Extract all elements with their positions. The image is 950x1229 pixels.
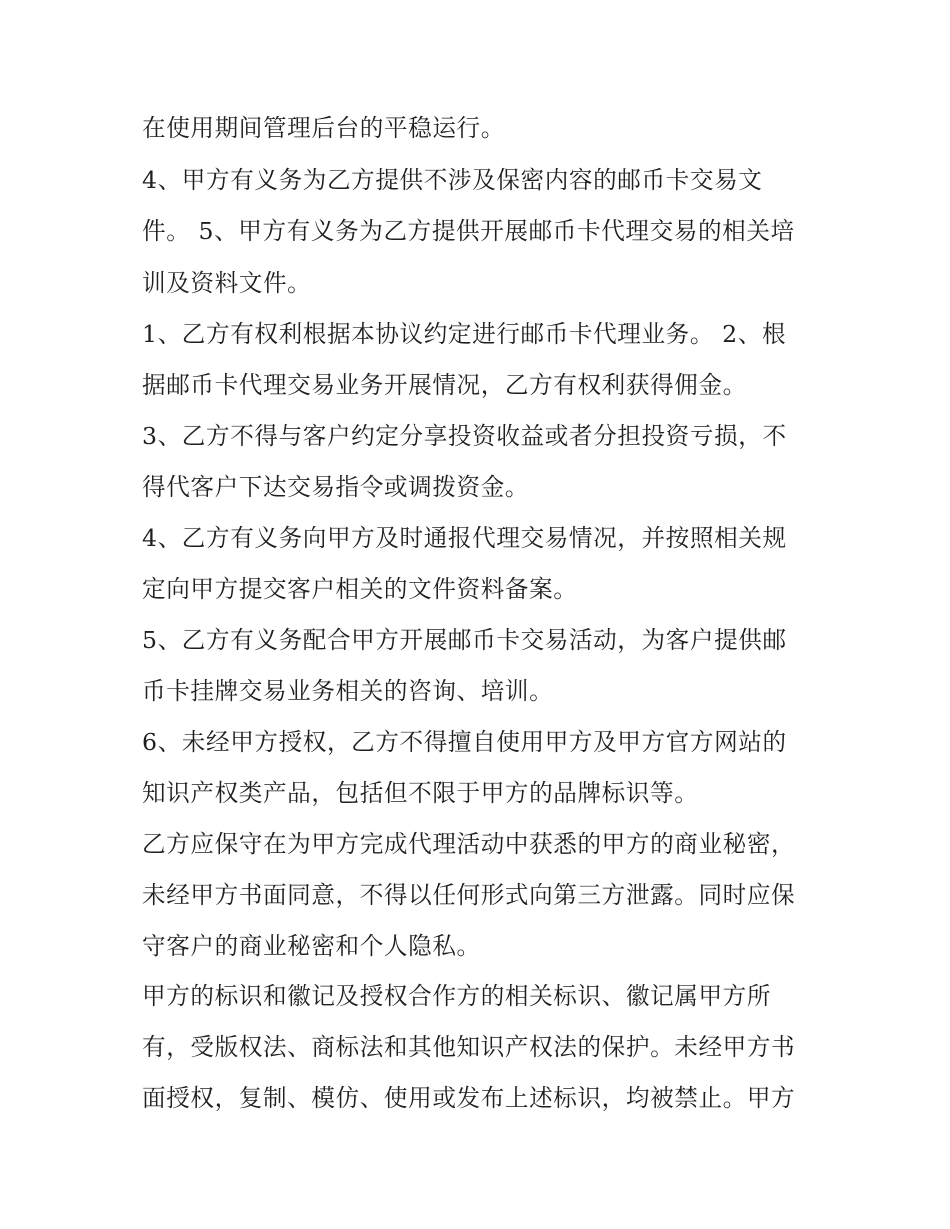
- text-line: 币卡挂牌交易业务相关的咨询、培训。: [142, 677, 554, 705]
- text-line: 知识产权类产品，包括但不限于甲方的品牌标识等。: [142, 779, 699, 807]
- text-line: 件。 5、甲方有义务为乙方提供开展邮币卡代理交易的相关培: [142, 217, 795, 245]
- text-line: 未经甲方书面同意，不得以任何形式向第三方泄露。同时应保: [142, 881, 796, 909]
- text-line: 4、甲方有义务为乙方提供不涉及保密内容的邮币卡交易文: [142, 166, 763, 194]
- text-line: 面授权，复制、模仿、使用或发布上述标识，均被禁止。甲方: [142, 1084, 796, 1112]
- text-line: 1、乙方有权利根据本协议约定进行邮币卡代理业务。 2、根: [142, 320, 787, 348]
- text-line: 甲方的标识和徽记及授权合作方的相关标识、徽记属甲方所: [142, 982, 772, 1010]
- text-line: 乙方应保守在为甲方完成代理活动中获悉的甲方的商业秘密，: [142, 830, 796, 858]
- text-line: 5、乙方有义务配合甲方开展邮币卡交易活动，为客户提供邮: [142, 626, 787, 654]
- text-line: 得代客户下达交易指令或调拨资金。: [142, 473, 530, 501]
- text-line: 6、未经甲方授权，乙方不得擅自使用甲方及甲方官方网站的: [142, 728, 787, 756]
- text-line: 定向甲方提交客户相关的文件资料备案。: [142, 575, 578, 603]
- text-line: 训及资料文件。: [142, 269, 312, 297]
- text-line: 守客户的商业秘密和个人隐私。: [142, 932, 481, 960]
- text-line: 据邮币卡代理交易业务开展情况，乙方有权利获得佣金。: [142, 371, 747, 399]
- text-line: 3、乙方不得与客户约定分享投资收益或者分担投资亏损，不: [142, 422, 787, 450]
- text-line: 有，受版权法、商标法和其他知识产权法的保护。未经甲方书: [142, 1033, 796, 1061]
- text-line: 在使用期间管理后台的平稳运行。: [142, 114, 505, 142]
- text-line: 4、乙方有义务向甲方及时通报代理交易情况，并按照相关规: [142, 524, 787, 552]
